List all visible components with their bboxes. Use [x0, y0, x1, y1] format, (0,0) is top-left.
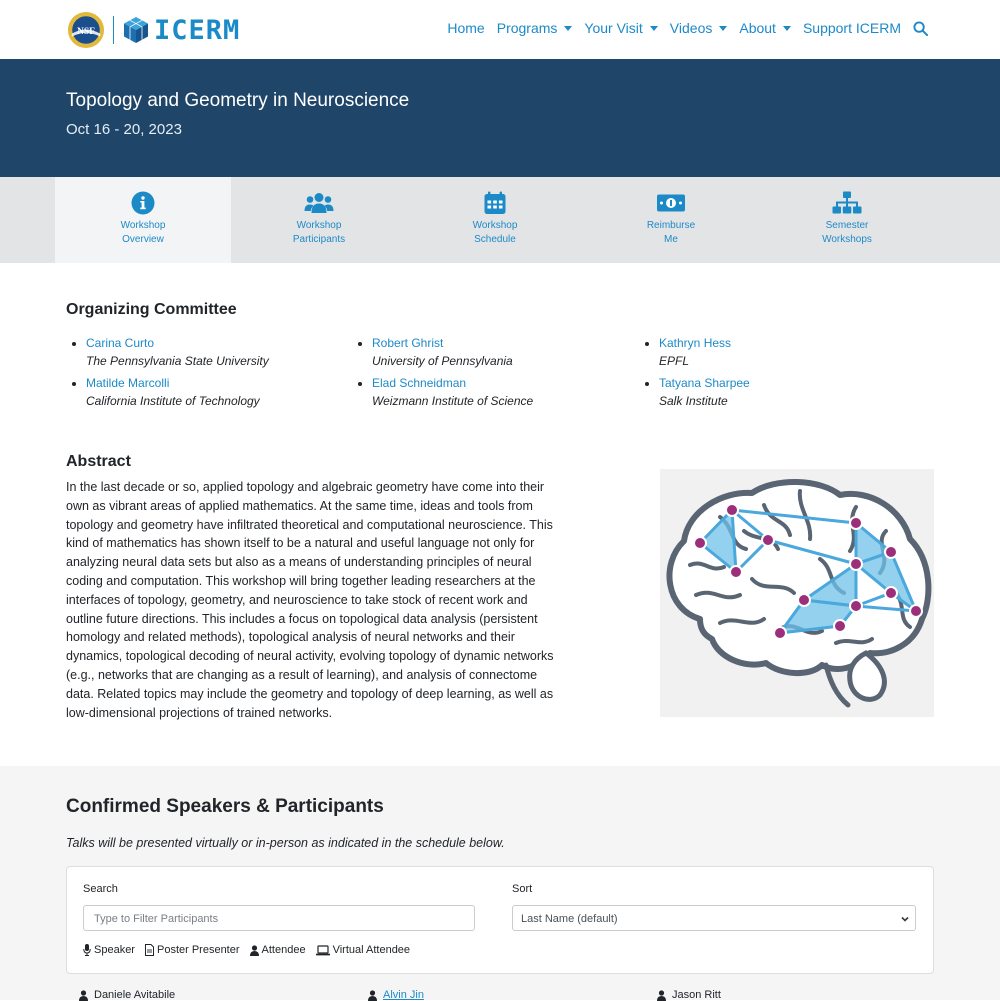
logo-divider	[113, 16, 114, 44]
nav-support-icerm[interactable]: Support ICERM	[802, 20, 901, 36]
member-name-link[interactable]: Tatyana Sharpee	[659, 376, 750, 390]
member-name-link[interactable]: Carina Curto	[86, 336, 155, 350]
bullet	[645, 342, 649, 346]
abstract-text: In the last decade or so, applied topology and algebraic geometry have come into their own as vibrant areas of applied mathematics. At the same time, ideas and tools from topology and geometry have infiltrated theoretical and computational neuroscience. This kind of mathematics has shown itself to be a natural and useful language not only for analyzing neural data sets but also as a means of understanding principles of neural coding and computation. This workshop will bring together leading researchers at the interfaces of topology, geometry, and neuroscience to take stock of recent work and outline future directions. This includes a focus on topological data analysis (persistent homology and related methods), topological analysis of neural networks and their dynamics, topological decoding of neural activity, evolving topology of dynamic networks (e.g., networks that are changing as a result of learning), and analysis of connectome data. Related topics may include the geometry and topology of deep learning, as well as low-dimensional projections of trained networks.	[66, 480, 554, 720]
legend-label: Attendee	[261, 944, 306, 956]
abstract-heading: Abstract	[66, 453, 131, 470]
event-date: Oct 16 - 20, 2023	[66, 121, 182, 138]
participant-row	[79, 989, 175, 1001]
info-circle-icon	[131, 191, 155, 215]
workshop-tabs	[0, 177, 1000, 263]
bullet	[72, 382, 76, 386]
users-icon	[304, 191, 334, 215]
member-institution: Salk Institute	[659, 394, 728, 408]
legend-label: Speaker	[94, 944, 135, 956]
member-institution: University of Pennsylvania	[372, 354, 513, 368]
tab-label-line2: Participants	[292, 234, 346, 245]
tab-label-line1: Reimburse	[646, 220, 696, 231]
search-icon[interactable]	[913, 21, 928, 36]
tab-label-line2: Overview	[122, 234, 164, 245]
member-name-link[interactable]: Robert Ghrist	[372, 336, 444, 350]
participant-search-input[interactable]: Type to Filter Participants	[83, 905, 475, 931]
file-icon	[145, 944, 154, 956]
sitemap-icon	[832, 191, 862, 215]
participant-filter-card	[66, 866, 934, 974]
legend-attendee	[250, 944, 306, 956]
committee-heading: Organizing Committee	[66, 301, 237, 318]
user-icon	[250, 945, 259, 956]
chevron-down-icon	[901, 915, 909, 923]
bullet	[645, 382, 649, 386]
tab-label-line2: Schedule	[474, 234, 516, 245]
chevron-down-icon	[783, 26, 791, 31]
participant-name: Daniele Avitabile	[94, 989, 176, 1001]
user-icon	[657, 990, 666, 1001]
bullet	[72, 342, 76, 346]
money-bill-icon	[656, 191, 686, 215]
tab-label-line1: Workshop	[120, 220, 166, 231]
member-name-link[interactable]: Elad Schneidman	[372, 376, 467, 390]
nav-videos[interactable]: Videos	[670, 20, 728, 36]
sort-selected-value: Last Name (default)	[521, 913, 618, 925]
legend-virtual-attendee	[316, 944, 410, 956]
hero-banner	[0, 59, 1000, 177]
legend-label: Virtual Attendee	[332, 944, 411, 956]
tab-workshop-schedule[interactable]	[407, 177, 583, 263]
sort-label: Sort	[512, 883, 533, 895]
bullet	[358, 342, 362, 346]
tab-reimburse-me[interactable]	[583, 177, 759, 263]
search-label: Search	[83, 883, 118, 895]
site-header	[0, 0, 1000, 59]
sort-select[interactable]	[512, 905, 916, 931]
tab-semester-workshops[interactable]	[759, 177, 935, 263]
nsf-seal-icon	[67, 11, 105, 49]
nav-home[interactable]: Home	[447, 20, 485, 36]
tab-label-line1: Semester	[825, 220, 869, 231]
laptop-icon	[316, 945, 330, 956]
tab-label-line2: Workshops	[822, 234, 872, 245]
nav-programs[interactable]: Programs	[497, 20, 573, 36]
calendar-icon	[483, 191, 507, 215]
participants-note: Talks will be presented virtually or in-person as indicated in the schedule below.	[66, 836, 505, 850]
member-name-link[interactable]: Kathryn Hess	[659, 336, 732, 350]
chevron-down-icon	[650, 26, 658, 31]
page-title: Topology and Geometry in Neuroscience	[66, 90, 410, 111]
tab-label-line1: Workshop	[472, 220, 518, 231]
member-institution: California Institute of Technology	[86, 394, 260, 408]
brain-network-image	[660, 469, 934, 717]
bullet	[358, 382, 362, 386]
legend-label: Poster Presenter	[156, 944, 240, 956]
participants-heading: Confirmed Speakers & Participants	[66, 796, 384, 817]
participant-name: Jason Ritt	[672, 989, 721, 1001]
tab-workshop-participants[interactable]	[231, 177, 407, 263]
main-nav	[435, 20, 928, 36]
nsf-seal-text: NSF	[77, 26, 95, 37]
member-institution: The Pennsylvania State University	[86, 354, 269, 368]
legend-poster-presenter	[145, 944, 240, 956]
legend-speaker	[83, 944, 135, 956]
tab-label-line1: Workshop	[296, 220, 342, 231]
member-name-link[interactable]: Matilde Marcolli	[86, 376, 170, 390]
nav-about[interactable]: About	[739, 20, 791, 36]
user-icon	[368, 990, 377, 1001]
participant-name-link[interactable]: Alvin Jin	[383, 989, 424, 1001]
participant-legend	[83, 944, 420, 956]
chevron-down-icon	[564, 26, 572, 31]
nav-your-visit[interactable]: Your Visit	[584, 20, 657, 36]
logo-text: ICERM	[154, 14, 241, 46]
tab-label-line2: Me	[664, 234, 678, 245]
participant-row	[657, 989, 721, 1001]
site-logo[interactable]	[67, 10, 240, 50]
icerm-cube-icon	[123, 16, 149, 44]
chevron-down-icon	[719, 26, 727, 31]
tab-workshop-overview[interactable]	[55, 177, 231, 263]
member-institution: EPFL	[659, 354, 690, 368]
microphone-icon	[83, 944, 91, 956]
brain-network-illustration	[660, 469, 934, 717]
member-institution: Weizmann Institute of Science	[372, 394, 534, 408]
participant-row	[368, 989, 424, 1001]
user-icon	[79, 990, 88, 1001]
